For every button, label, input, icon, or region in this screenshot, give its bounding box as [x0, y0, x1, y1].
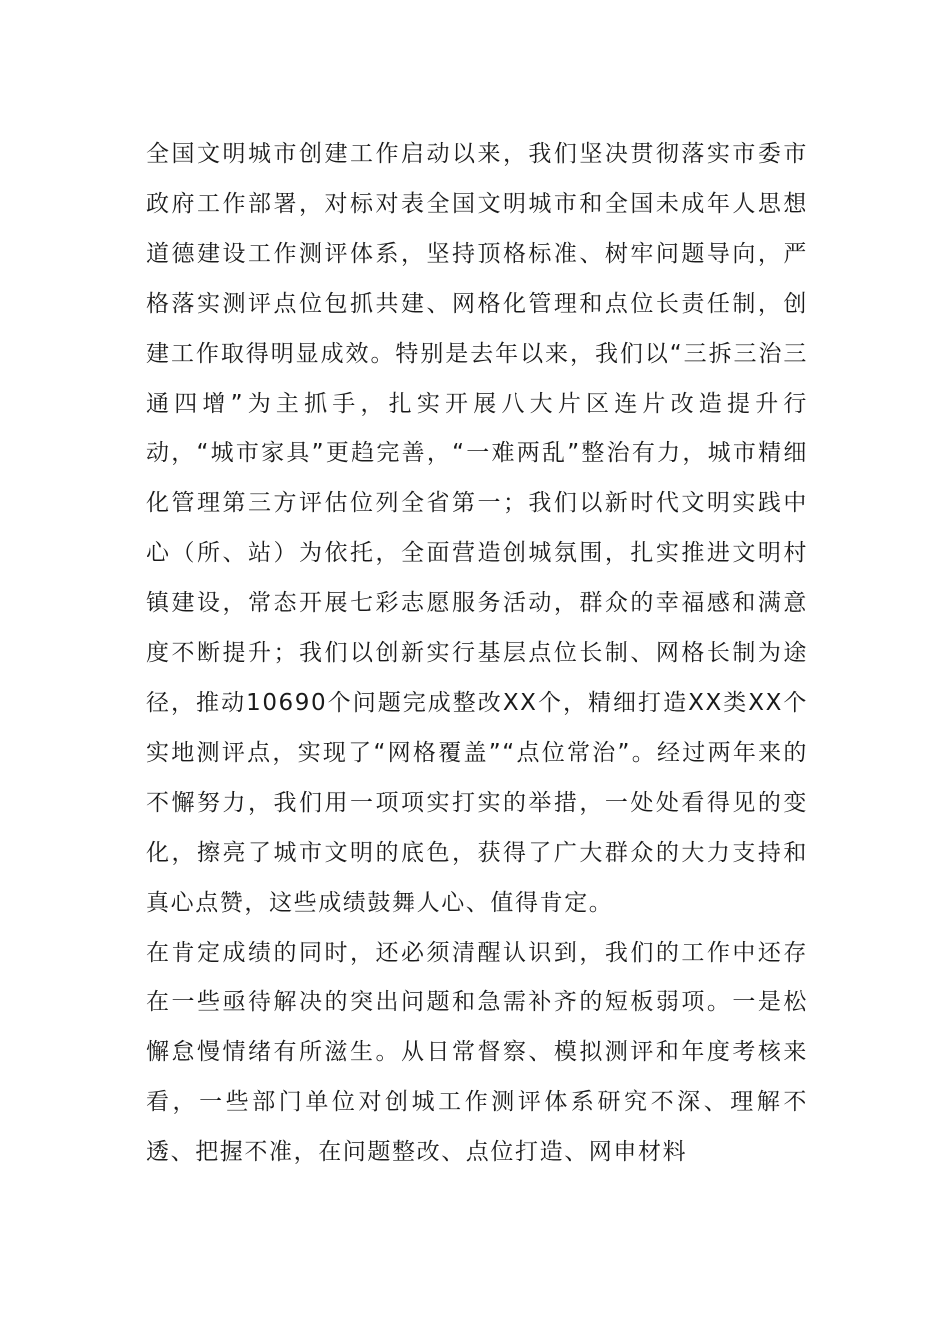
- paragraph-achievements: 全国文明城市创建工作启动以来，我们坚决贯彻落实市委市政府工作部署，对标对表全国文明城市和全国未成年人思想道德建设工作测评体系，坚持顶格标准、树牢问题导向，严格落实测评点位包抓共建、网格化管理和点位长责任制，创建工作取得明显成效。特别是去年以来，我们以“三拆三治三通四增”为主抓手，扎实开展八大片区连片改造提升行动，“城市家具”更趋完善，“一难两乱”整治有力，城市精细化管理第三方评估位列全省第一；我们以新时代文明实践中心（所、站）为依托，全面营造创城氛围，扎实推进文明村镇建设，常态开展七彩志愿服务活动，群众的幸福感和满意度不断提升；我们以创新实行基层点位长制、网格长制为途径，推动10690个问题完成整改XX个，精细打造XX类XX个实地测评点，实现了“网格覆盖”“点位常治”。经过两年来的不懈努力，我们用一项项实打实的举措，一处处看得见的变化，擦亮了城市文明的底色，获得了广大群众的大力支持和真心点赞，这些成绩鼓舞人心、值得肯定。: [146, 141, 808, 916]
- document-body: [146, 130, 808, 1178]
- paragraph-problems: 在肯定成绩的同时，还必须清醒认识到，我们的工作中还存在一些亟待解决的突出问题和急需补齐的短板弱项。一是松懈怠慢情绪有所滋生。从日常督察、模拟测评和年度考核来看，一些部门单位对创城工作测评体系研究不深、理解不透、把握不准，在问题整改、点位打造、网申材料: [146, 939, 808, 1166]
